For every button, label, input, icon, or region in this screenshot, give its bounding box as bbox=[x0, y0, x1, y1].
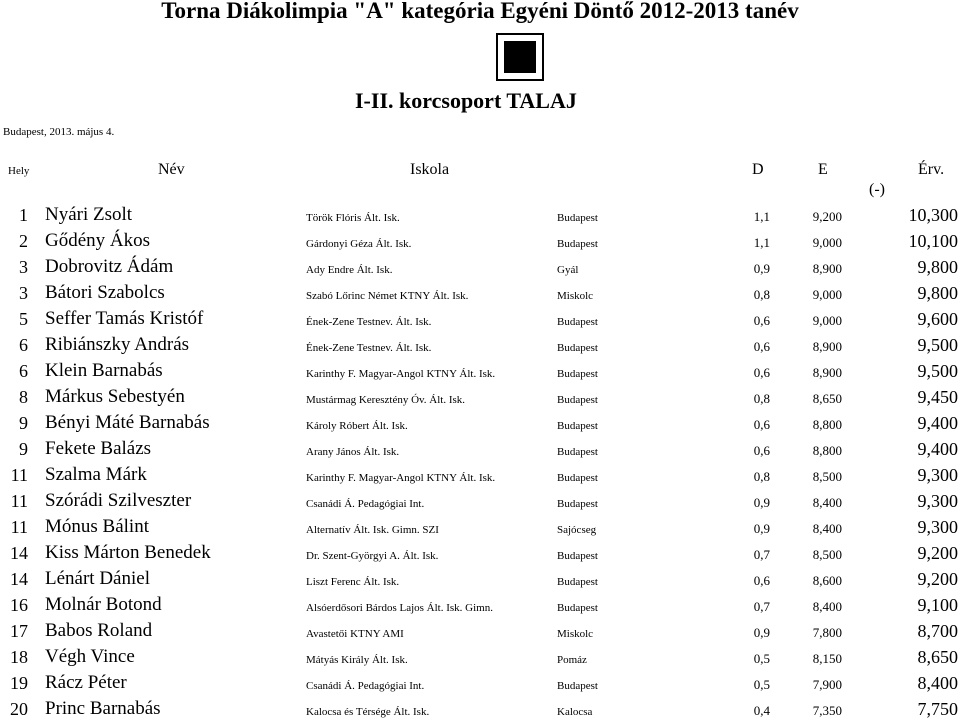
d-score-cell: 0,9 bbox=[753, 625, 770, 640]
name-cell: Gődény Ákos bbox=[45, 230, 151, 251]
school-cell: Török Flóris Ált. Isk. bbox=[306, 212, 400, 224]
rank-cell: 11 bbox=[10, 491, 28, 511]
name-cell: Klein Barnabás bbox=[45, 360, 163, 381]
school-cell: Alternatív Ált. Isk. Gimn. SZI bbox=[306, 524, 439, 536]
school-cell: Karinthy F. Magyar-Angol KTNY Ált. Isk. bbox=[306, 472, 496, 484]
total-score-cell: 9,300 bbox=[917, 491, 958, 511]
city-cell: Sajócseg bbox=[557, 524, 597, 536]
table-row bbox=[0, 696, 960, 722]
d-score-cell: 0,9 bbox=[753, 521, 770, 536]
city-cell: Gyál bbox=[557, 264, 579, 276]
table-row bbox=[0, 358, 960, 384]
total-score-cell: 9,300 bbox=[917, 465, 958, 485]
total-score-cell: 10,300 bbox=[908, 205, 958, 225]
d-score-cell: 0,9 bbox=[753, 261, 770, 276]
school-cell: Mátyás Király Ált. Isk. bbox=[306, 654, 408, 666]
city-cell: Budapest bbox=[557, 420, 598, 432]
school-cell: Ének-Zene Testnev. Ált. Isk. bbox=[306, 316, 432, 328]
table-row bbox=[0, 566, 960, 592]
e-score-cell: 9,200 bbox=[812, 209, 842, 224]
rank-cell: 11 bbox=[10, 517, 28, 537]
e-score-cell: 9,000 bbox=[812, 313, 842, 328]
rank-cell: 3 bbox=[19, 257, 28, 277]
city-cell: Budapest bbox=[557, 394, 598, 406]
table-row bbox=[0, 306, 960, 332]
total-score-cell: 8,700 bbox=[917, 621, 958, 641]
total-score-cell: 9,300 bbox=[917, 517, 958, 537]
page-title: Torna Diákolimpia "A" kategória Egyéni Döntő 2012-2013 tanév bbox=[161, 0, 799, 23]
d-score-cell: 0,6 bbox=[753, 443, 770, 458]
rank-cell: 6 bbox=[19, 335, 28, 355]
total-score-cell: 9,100 bbox=[917, 595, 958, 615]
d-score-cell: 0,5 bbox=[753, 677, 770, 692]
rank-cell: 19 bbox=[10, 673, 28, 693]
rank-cell: 2 bbox=[19, 231, 28, 251]
school-cell: Arany János Ált. Isk. bbox=[306, 446, 400, 458]
logo-icon bbox=[496, 33, 544, 81]
total-score-cell: 9,400 bbox=[917, 439, 958, 459]
table-row bbox=[0, 436, 960, 462]
school-cell: Csanádi Á. Pedagógiai Int. bbox=[306, 680, 425, 692]
city-cell: Budapest bbox=[557, 680, 598, 692]
city-cell: Budapest bbox=[557, 342, 598, 354]
e-score-cell: 8,400 bbox=[812, 495, 842, 510]
e-score-cell: 7,800 bbox=[812, 625, 842, 640]
table-row bbox=[0, 592, 960, 618]
column-header-hely: Hely bbox=[8, 165, 30, 177]
table-row bbox=[0, 514, 960, 540]
rank-cell: 14 bbox=[10, 543, 28, 563]
d-score-cell: 0,6 bbox=[753, 573, 770, 588]
name-cell: Végh Vince bbox=[45, 646, 135, 667]
e-score-cell: 8,400 bbox=[812, 521, 842, 536]
school-cell: Károly Róbert Ált. Isk. bbox=[306, 420, 408, 432]
city-cell: Kalocsa bbox=[557, 706, 593, 718]
total-score-cell: 9,200 bbox=[917, 543, 958, 563]
table-row bbox=[0, 540, 960, 566]
school-cell: Kalocsa és Térsége Ált. Isk. bbox=[306, 706, 430, 718]
table-row bbox=[0, 384, 960, 410]
name-cell: Szórádi Szilveszter bbox=[45, 490, 192, 511]
city-cell: Budapest bbox=[557, 602, 598, 614]
total-score-cell: 9,800 bbox=[917, 283, 958, 303]
total-score-cell: 8,650 bbox=[917, 647, 958, 667]
school-cell: Csanádi Á. Pedagógiai Int. bbox=[306, 498, 425, 510]
school-cell: Ének-Zene Testnev. Ált. Isk. bbox=[306, 342, 432, 354]
e-score-cell: 8,500 bbox=[812, 469, 842, 484]
e-score-cell: 8,800 bbox=[812, 417, 842, 432]
name-cell: Bényi Máté Barnabás bbox=[45, 412, 210, 433]
table-row bbox=[0, 644, 960, 670]
name-cell: Nyári Zsolt bbox=[45, 204, 133, 225]
school-cell: Liszt Ferenc Ált. Isk. bbox=[306, 576, 400, 588]
rank-cell: 17 bbox=[10, 621, 28, 641]
table-row bbox=[0, 410, 960, 436]
rank-cell: 3 bbox=[19, 283, 28, 303]
d-score-cell: 0,8 bbox=[753, 391, 770, 406]
d-score-cell: 0,8 bbox=[753, 287, 770, 302]
name-cell: Princ Barnabás bbox=[45, 698, 161, 719]
name-cell: Mónus Bálint bbox=[45, 516, 149, 537]
rank-cell: 1 bbox=[19, 205, 28, 225]
total-score-cell: 8,400 bbox=[917, 673, 958, 693]
rank-cell: 5 bbox=[19, 309, 28, 329]
e-score-cell: 8,800 bbox=[812, 443, 842, 458]
e-score-cell: 8,900 bbox=[812, 365, 842, 380]
rank-cell: 6 bbox=[19, 361, 28, 381]
event-date: Budapest, 2013. május 4. bbox=[3, 126, 115, 138]
e-score-cell: 9,000 bbox=[812, 287, 842, 302]
total-score-cell: 9,450 bbox=[917, 387, 958, 407]
total-score-cell: 9,200 bbox=[917, 569, 958, 589]
d-score-cell: 0,7 bbox=[753, 547, 770, 562]
e-score-cell: 8,900 bbox=[812, 261, 842, 276]
city-cell: Pomáz bbox=[557, 654, 587, 666]
total-score-cell: 10,100 bbox=[908, 231, 958, 251]
column-header-e: E bbox=[818, 161, 828, 178]
table-row bbox=[0, 332, 960, 358]
rank-cell: 16 bbox=[10, 595, 28, 615]
city-cell: Budapest bbox=[557, 446, 598, 458]
name-cell: Fekete Balázs bbox=[45, 438, 152, 459]
name-cell: Kiss Márton Benedek bbox=[45, 542, 211, 563]
column-header-d: D bbox=[752, 161, 764, 178]
city-cell: Budapest bbox=[557, 316, 598, 328]
city-cell: Budapest bbox=[557, 472, 598, 484]
column-header-iskola: Iskola bbox=[410, 161, 450, 178]
school-cell: Alsóerdősori Bárdos Lajos Ált. Isk. Gimn. bbox=[306, 602, 493, 614]
total-score-cell: 9,500 bbox=[917, 361, 958, 381]
d-score-cell: 0,9 bbox=[753, 495, 770, 510]
school-cell: Avastetői KTNY AMI bbox=[306, 628, 404, 640]
e-score-cell: 7,350 bbox=[812, 703, 842, 718]
column-header-nev: Név bbox=[158, 161, 185, 178]
e-score-cell: 8,900 bbox=[812, 339, 842, 354]
e-score-cell: 8,150 bbox=[812, 651, 842, 666]
city-cell: Budapest bbox=[557, 550, 598, 562]
table-row bbox=[0, 670, 960, 696]
name-cell: Dobrovitz Ádám bbox=[45, 256, 174, 277]
d-score-cell: 0,7 bbox=[753, 599, 770, 614]
table-row bbox=[0, 228, 960, 254]
column-header-deduction: (-) bbox=[869, 181, 885, 198]
city-cell: Budapest bbox=[557, 368, 598, 380]
city-cell: Budapest bbox=[557, 212, 598, 224]
name-cell: Seffer Tamás Kristóf bbox=[45, 308, 204, 329]
school-cell: Ady Endre Ált. Isk. bbox=[306, 264, 393, 276]
e-score-cell: 7,900 bbox=[812, 677, 842, 692]
e-score-cell: 9,000 bbox=[812, 235, 842, 250]
city-cell: Miskolc bbox=[557, 290, 594, 302]
table-row bbox=[0, 488, 960, 514]
rank-cell: 9 bbox=[19, 439, 28, 459]
rank-cell: 11 bbox=[10, 465, 28, 485]
d-score-cell: 0,6 bbox=[753, 365, 770, 380]
city-cell: Budapest bbox=[557, 498, 598, 510]
d-score-cell: 0,8 bbox=[753, 469, 770, 484]
total-score-cell: 9,600 bbox=[917, 309, 958, 329]
school-cell: Szabó Lőrinc Német KTNY Ált. Isk. bbox=[306, 290, 469, 302]
city-cell: Budapest bbox=[557, 238, 598, 250]
name-cell: Molnár Botond bbox=[45, 594, 162, 615]
total-score-cell: 9,500 bbox=[917, 335, 958, 355]
table-row bbox=[0, 618, 960, 644]
school-cell: Karinthy F. Magyar-Angol KTNY Ált. Isk. bbox=[306, 368, 496, 380]
total-score-cell: 9,800 bbox=[917, 257, 958, 277]
total-score-cell: 9,400 bbox=[917, 413, 958, 433]
e-score-cell: 8,600 bbox=[812, 573, 842, 588]
e-score-cell: 8,650 bbox=[812, 391, 842, 406]
rank-cell: 14 bbox=[10, 569, 28, 589]
name-cell: Babos Roland bbox=[45, 620, 153, 641]
column-header-erv: Érv. bbox=[918, 161, 945, 178]
rank-cell: 8 bbox=[19, 387, 28, 407]
name-cell: Márkus Sebestyén bbox=[45, 386, 185, 407]
table-row bbox=[0, 280, 960, 306]
d-score-cell: 1,1 bbox=[753, 235, 770, 250]
name-cell: Ribiánszky András bbox=[45, 334, 190, 355]
e-score-cell: 8,500 bbox=[812, 547, 842, 562]
school-cell: Dr. Szent-Györgyi A. Ált. Isk. bbox=[306, 550, 439, 562]
d-score-cell: 0,6 bbox=[753, 339, 770, 354]
d-score-cell: 0,6 bbox=[753, 417, 770, 432]
d-score-cell: 0,5 bbox=[753, 651, 770, 666]
e-score-cell: 8,400 bbox=[812, 599, 842, 614]
table-row bbox=[0, 462, 960, 488]
rank-cell: 18 bbox=[10, 647, 28, 667]
d-score-cell: 0,4 bbox=[753, 703, 770, 718]
school-cell: Gárdonyi Géza Ált. Isk. bbox=[306, 238, 412, 250]
city-cell: Miskolc bbox=[557, 628, 594, 640]
table-row bbox=[0, 254, 960, 280]
table-row bbox=[0, 202, 960, 228]
school-cell: Mustármag Keresztény Óv. Ált. Isk. bbox=[306, 394, 466, 406]
name-cell: Rácz Péter bbox=[45, 672, 127, 693]
d-score-cell: 0,6 bbox=[753, 313, 770, 328]
total-score-cell: 7,750 bbox=[917, 699, 958, 719]
name-cell: Szalma Márk bbox=[45, 464, 147, 485]
page-subtitle: I-II. korcsoport TALAJ bbox=[355, 88, 577, 113]
rank-cell: 20 bbox=[10, 699, 28, 719]
rank-cell: 9 bbox=[19, 413, 28, 433]
name-cell: Lénárt Dániel bbox=[45, 568, 150, 589]
d-score-cell: 1,1 bbox=[753, 209, 770, 224]
city-cell: Budapest bbox=[557, 576, 598, 588]
name-cell: Bátori Szabolcs bbox=[45, 282, 165, 303]
